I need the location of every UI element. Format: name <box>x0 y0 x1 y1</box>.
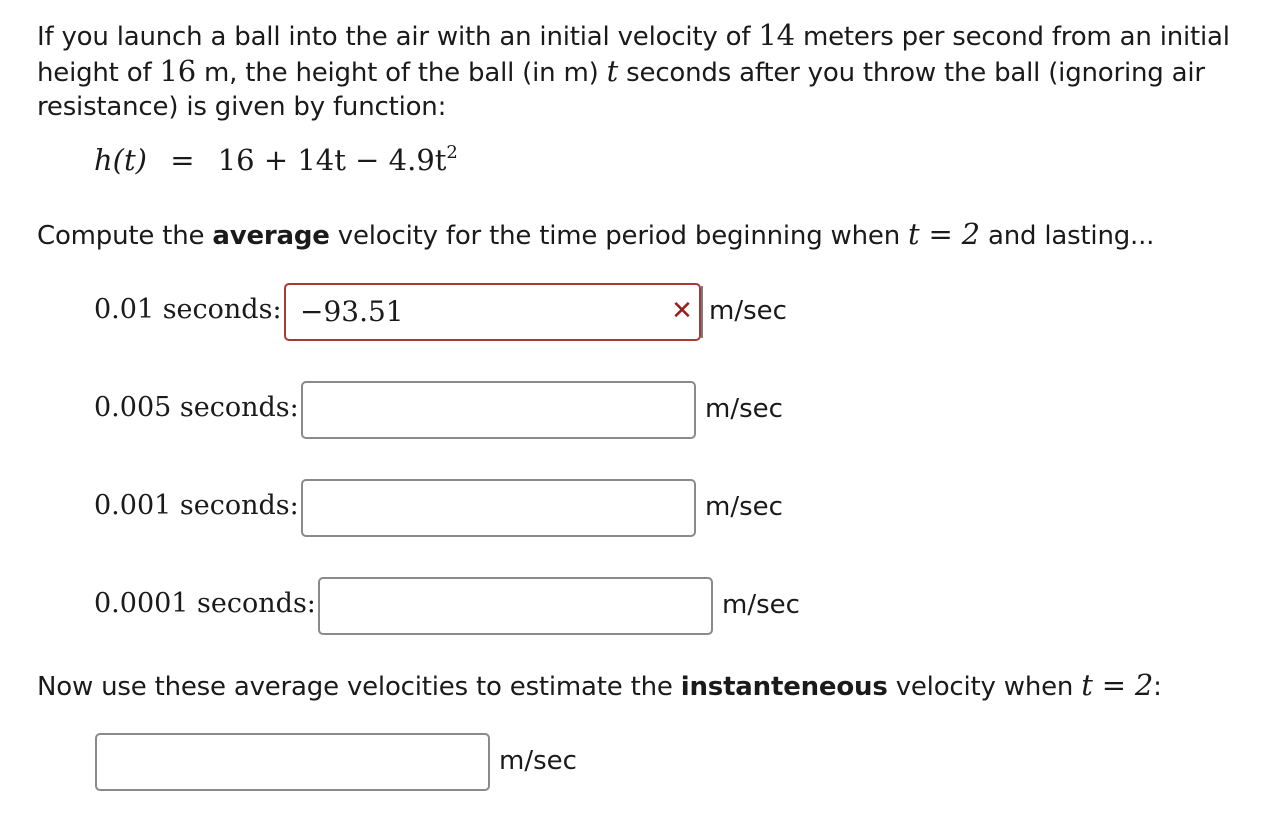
row-label-0.001: 0.001 seconds: <box>94 490 299 521</box>
instruction-suffix: and lasting... <box>979 221 1155 251</box>
unit-label-0.005: m/sec <box>705 394 783 424</box>
time-variable: t <box>606 54 619 88</box>
problem-text-4: seconds after you throw the ball (ignoring air resistance) is given by function: <box>37 58 1205 122</box>
unit-label-0.001: m/sec <box>705 492 783 522</box>
estimate-bold: instanteneous <box>680 672 888 702</box>
formula-exponent: 2 <box>446 142 458 163</box>
row-label-0.005: 0.005 seconds: <box>94 392 299 423</box>
unit-divider <box>701 286 703 338</box>
unit-label-0.0001: m/sec <box>722 590 800 620</box>
height-formula <box>94 142 458 177</box>
answer-input-0.0001[interactable] <box>318 577 713 635</box>
problem-text-3: m, the height of the ball (in m) <box>195 58 607 88</box>
row-label-0.0001: 0.0001 seconds: <box>94 588 316 619</box>
formula-lhs: h(t) <box>94 143 147 177</box>
average-velocity-instruction <box>37 217 1154 251</box>
estimate-prefix: Now use these average velocities to estimate the <box>37 672 681 702</box>
initial-height-value: 16 <box>159 54 196 88</box>
estimate-suffix: : <box>1153 672 1162 702</box>
incorrect-x-icon: ✕ <box>671 296 693 326</box>
estimate-math: t = 2 <box>1081 668 1154 702</box>
instruction-math: t = 2 <box>908 217 980 251</box>
instruction-prefix: Compute the <box>37 221 213 251</box>
unit-label-0.01: m/sec <box>709 296 787 326</box>
estimate-middle: velocity when <box>887 672 1082 702</box>
formula-equals: = <box>170 143 195 177</box>
initial-velocity-value: 14 <box>758 18 795 52</box>
instruction-bold: average <box>212 221 330 251</box>
formula-rhs: 16 + 14t − 4.9t <box>217 143 447 177</box>
unit-label-instantaneous: m/sec <box>499 746 577 776</box>
problem-text-1: If you launch a ball into the air with an initial velocity of <box>37 22 759 52</box>
answer-value-0.01: −93.51 <box>300 295 404 328</box>
problem-statement <box>37 18 1267 124</box>
answer-input-0.001[interactable] <box>301 479 696 537</box>
instruction-middle: velocity for the time period beginning when <box>329 221 909 251</box>
row-label-0.01: 0.01 seconds: <box>94 294 282 325</box>
problem-text-2: meters per second from an initial height of <box>37 22 1230 88</box>
instantaneous-velocity-input[interactable] <box>95 733 490 791</box>
instantaneous-velocity-instruction <box>37 668 1162 702</box>
answer-input-0.01[interactable] <box>284 283 701 341</box>
answer-input-0.005[interactable] <box>301 381 696 439</box>
